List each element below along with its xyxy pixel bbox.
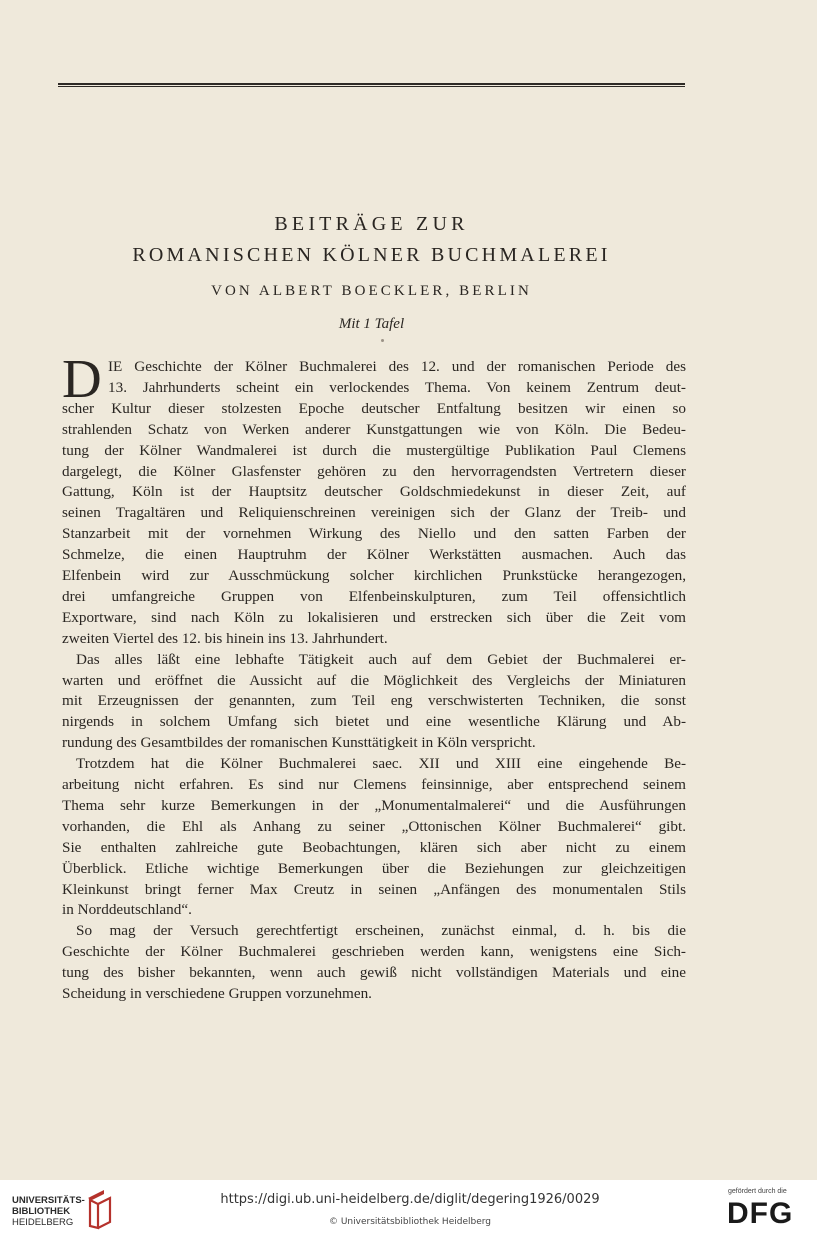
- text-line: Sie enthalten zahlreiche gute Beobachtungen, klären sich aber nicht zu einem: [62, 838, 686, 856]
- text-line: dargelegt, die Kölner Glasfenster gehören zu den hervorragendsten Vertretern dieser: [62, 462, 686, 480]
- text-line: So mag der Versuch gerechtfertigt erscheinen, zunächst einmal, d. h. bis die: [76, 922, 686, 940]
- library-name-line3: HEIDELBERG: [12, 1217, 74, 1228]
- text-line: warten und eröffnet die Aussicht auf die Möglichkeit des Vergleichs der Miniaturen: [62, 671, 686, 689]
- library-name-line1: UNIVERSITÄTS-: [12, 1195, 85, 1206]
- ornament-dot: [381, 339, 384, 342]
- viewer-footer: [0, 1180, 817, 1239]
- text-line: IE Geschichte der Kölner Buchmalerei des 12. und der romanischen Periode des: [108, 358, 686, 375]
- text-line: mit Erzeugnissen der genannten, zum Teil eng verschwisterten Techniken, die sonst: [62, 692, 686, 710]
- library-logo-icon[interactable]: [84, 1188, 114, 1230]
- text-line: tung des bisher bekannten, wenn auch gewiß nicht vollständigen Materials und eine: [62, 964, 686, 982]
- library-name-line2: BIBLIOTHEK: [12, 1206, 71, 1217]
- text-line: Überblick. Etliche wichtige Bemerkungen über die Beziehungen zur gleichzeitigen: [62, 859, 686, 877]
- text-line: arbeitung nicht erfahren. Es sind nur Clemens feinsinnige, aber entsprechend seinem: [62, 776, 686, 793]
- text-line: Stanzarbeit mit der vornehmen Wirkung des Niello und den satten Farben der: [62, 525, 686, 543]
- article-subtitle: Mit 1 Tafel: [338, 316, 405, 332]
- article-title-line2: ROMANISCHEN KÖLNER BUCHMALEREI: [132, 244, 611, 266]
- funded-by-label: gefördert durch die: [728, 1188, 787, 1195]
- text-line: Trotzdem hat die Kölner Buchmalerei saec. XII und XIII eine eingehende Be-: [76, 755, 686, 773]
- text-line: drei umfangreiche Gruppen von Elfenbeinskulpturen, zum Teil offensichtlich: [62, 587, 686, 605]
- text-line: Thema sehr kurze Bemerkungen in der „Monumentalmalerei“ und die Ausführungen: [62, 796, 686, 814]
- dfg-logo[interactable]: DFG: [727, 1197, 794, 1230]
- permalink-url[interactable]: https://digi.ub.uni-heidelberg.de/diglit/degering1926/0029: [220, 1192, 600, 1207]
- text-line: Geschichte der Kölner Buchmalerei geschrieben werden kann, wenigstens eine Sich-: [62, 943, 686, 961]
- article-author: VON ALBERT BOECKLER, BERLIN: [211, 283, 532, 299]
- text-line: nirgends in solchem Umfang sich bietet und eine wesentliche Klärung und Ab-: [62, 713, 686, 731]
- text-line: seinen Tragaltären und Reliquienschreinen vereinigen sich der Glanz der Treib- und: [62, 504, 686, 522]
- library-logo-text[interactable]: [12, 1195, 85, 1228]
- copyright-notice: © Universitätsbibliothek Heidelberg: [328, 1217, 491, 1227]
- text-line: rundung des Gesamtbildes der romanischen Kunsttätigkeit in Köln verspricht.: [62, 734, 536, 752]
- header-rule: [58, 83, 685, 87]
- text-line: strahlenden Schatz von Werken anderer Kunstgattungen wie von Köln. Die Bedeu-: [62, 420, 686, 438]
- text-line: vorhanden, die Ehl als Anhang zu seiner „Ottonischen Kölner Buchmalerei“ gibt.: [62, 817, 686, 835]
- drop-cap: D: [62, 348, 102, 409]
- text-line: scher Kultur dieser stolzesten Epoche deutscher Entfaltung besitzen wir einen so: [62, 399, 686, 417]
- text-line: Schmelze, die einen Hauptruhm der Kölner Werkstätten ausmachen. Auch das: [62, 546, 686, 564]
- text-line: in Norddeutschland“.: [62, 901, 192, 919]
- text-line: tung der Kölner Wandmalerei ist durch die mustergültige Publikation Paul Clemens: [62, 441, 686, 459]
- text-line: 13. Jahrhunderts scheint ein verlockendes Thema. Von keinem Zentrum deut-: [108, 378, 686, 396]
- text-line: Elfenbein wird zur Ausschmückung solcher kirchlichen Prunkstücke herangezogen,: [62, 567, 686, 584]
- article-title-line1: BEITRÄGE ZUR: [274, 213, 469, 235]
- text-line: Das alles läßt eine lebhafte Tätigkeit auch auf dem Gebiet der Buchmalerei er-: [76, 650, 686, 668]
- text-line: Gattung, Köln ist der Hauptsitz deutscher Goldschmiedekunst in dieser Zeit, auf: [62, 483, 686, 501]
- text-line: Kleinkunst bringt ferner Max Creutz in seinen „Anfängen des monumentalen Stils: [62, 880, 686, 898]
- text-line: Exportware, sind nach Köln zu lokalisieren und erstrecken sich über die Zeit vom: [62, 608, 686, 626]
- text-line: zweiten Viertel des 12. bis hinein ins 13. Jahrhundert.: [62, 629, 388, 647]
- text-line: Scheidung in verschiedene Gruppen vorzunehmen.: [62, 985, 372, 1002]
